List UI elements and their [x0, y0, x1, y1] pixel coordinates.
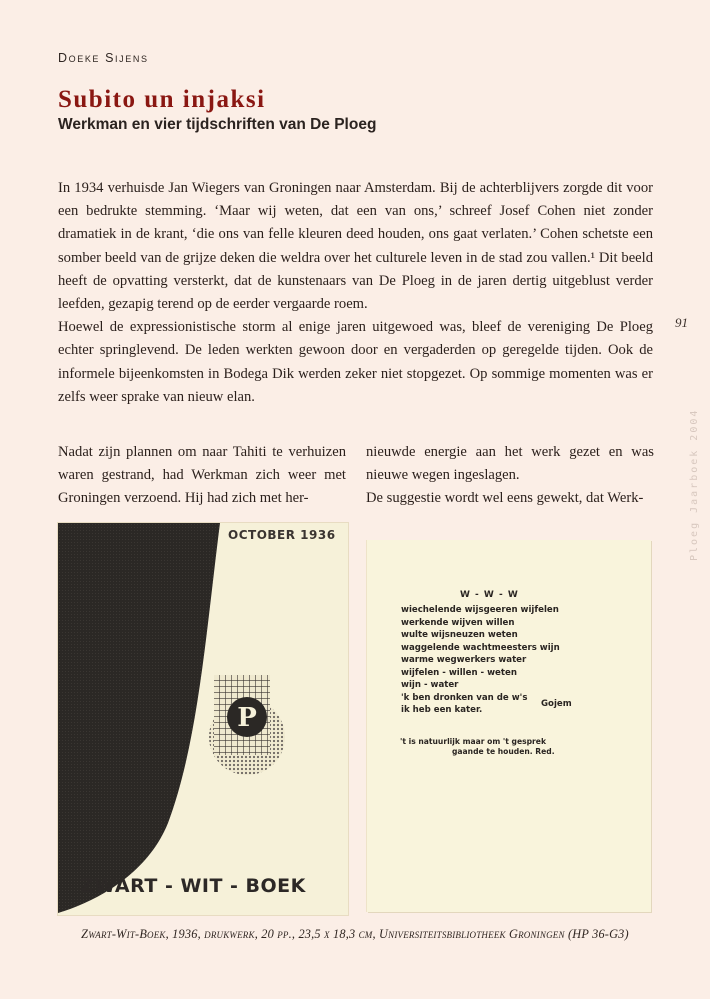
figure-caption: Zwart-Wit-Boek, 1936, drukwerk, 20 pp., 23,5 x 18,3 cm, Universiteitsbibliotheek Groningen (HP 36-G3) [81, 927, 629, 941]
poem-line: waggelende wachtmeesters wijn [401, 642, 560, 653]
poem-body [401, 604, 560, 717]
poem-sheet-image [367, 540, 651, 912]
poem-line: wijfelen - willen - weten [401, 667, 517, 678]
article-subtitle: Werkman en vier tijdschriften van De Ploeg [58, 116, 377, 133]
cover-date: OCTOBER 1936 [228, 528, 336, 542]
body-column-right [366, 441, 654, 511]
page-number: 91 [675, 315, 688, 330]
article-title: Subito un injaksi [58, 86, 266, 113]
editor-note-line: gaande te houden. Red. [452, 747, 555, 756]
poem-line: wiechelende wijsgeeren wijfelen [401, 605, 559, 615]
poem-line: werkende wijven willen [401, 617, 515, 628]
poem-line: 'k ben dronken van de w's [401, 692, 528, 703]
ploeg-logo-icon [196, 675, 298, 777]
poem-author: Gojem [541, 699, 572, 709]
poem-line: wijn - water [401, 680, 459, 690]
editor-note-line: 't is natuurlijk maar om 't gesprek [400, 737, 546, 746]
poem-line: warme wegwerkers water [401, 655, 527, 665]
body-column-left [58, 441, 346, 511]
cover-image [58, 523, 348, 915]
poem-line: ik heb een kater. [401, 705, 483, 715]
cover-title: ZWART - WIT - BOEK [80, 875, 306, 897]
editor-note [400, 737, 555, 757]
intro-paragraph: Hoewel de expressionistische storm al enige jaren uitgewoed was, bleef de vereniging De Ploeg echter springlevend. De leden werkten gewoon door en vergaderden op geregelde tijden. Ook de informele bijeenkomsten in Bodega Dik werden zeker niet stopgezet. Op sommige momenten was er zelfs weer sprake van nieuw elan. [58, 319, 653, 405]
column-paragraph: nieuwde energie aan het werk gezet en was nieuwe wegen ingeslagen. [366, 444, 654, 484]
svg-text:P: P [237, 703, 257, 733]
poem-line: wulte wijsneuzen weten [401, 630, 518, 640]
author-name: Doeke Sijens [58, 51, 149, 65]
column-paragraph: Nadat zijn plannen om naar Tahiti te verhuizen waren gestrand, had Werkman zich weer met Groningen verzoend. Hij had zich met her- [58, 444, 346, 507]
intro-paragraph: In 1934 verhuisde Jan Wiegers van Groningen naar Amsterdam. Bij de achterblijvers zorgde dit voor een bedrukte stemming. ‘Maar wij weten, dat een van ons,’ schreef Josef Cohen niet zonder dramatiek in de krant, ‘die ons van felle kleuren deed houden, ons gaat verlaten.’ Cohen schetste een somber beeld van de grijze deken die weldra over het culturele leven in de stad zou vallen.¹ Dit beeld heeft de opvatting versterkt, dat de kunstenaars van De Ploeg in de jaren dertig uitgeblust verder leefden, gezapig terend op de eerder vergaarde roem. [58, 180, 653, 313]
spine-label: Ploeg Jaarboek 2004 [689, 408, 700, 562]
poem-title: W - W - W [460, 590, 519, 600]
intro-text [58, 177, 653, 409]
column-paragraph: De suggestie wordt wel eens gewekt, dat Werk- [366, 490, 644, 507]
